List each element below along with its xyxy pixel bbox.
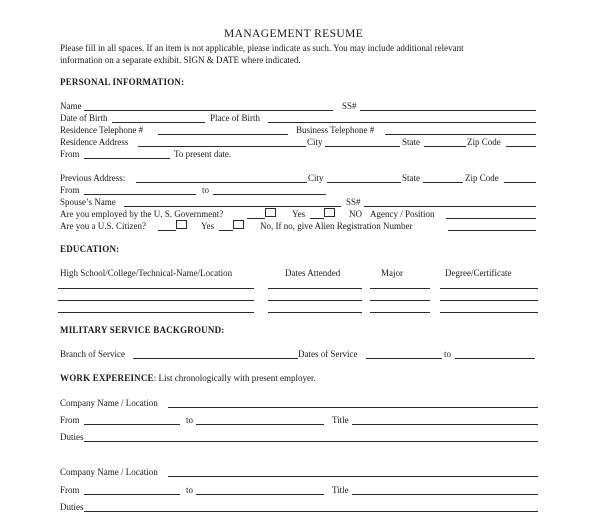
pob-field[interactable] [268, 122, 536, 123]
citizen-question: Are you a U.S. Citizen? [60, 221, 146, 231]
job1-company-field[interactable] [168, 407, 538, 408]
job2-company-label: Company Name / Location [60, 467, 158, 477]
intro-line-1: Please fill in all spaces. If an item is not applicable, please indicate as such. You may include additional relevant [60, 43, 464, 53]
job2-to-label: to [186, 485, 194, 495]
res-address-label: Residence Address [60, 137, 129, 147]
edu-row-3-school[interactable] [58, 312, 254, 313]
res-state-label: State [402, 137, 420, 147]
job1-to-field[interactable] [196, 424, 324, 425]
res-zip-field[interactable] [506, 146, 536, 147]
prev-state-field[interactable] [423, 182, 463, 183]
citizen-yes-checkbox[interactable] [176, 220, 187, 229]
to-present-label: To present date. [174, 149, 232, 159]
job2-company-field[interactable] [168, 476, 538, 477]
job1-from-label: From [60, 415, 80, 425]
prev-from-field[interactable] [84, 194, 196, 195]
gov-yes-label: Yes [292, 209, 306, 219]
citizen-yes-line [158, 230, 176, 231]
name-label: Name [60, 101, 82, 111]
service-to-label: to [444, 349, 452, 359]
job1-company-label: Company Name / Location [60, 398, 158, 408]
dob-label: Date of Birth [60, 113, 108, 123]
edu-row-2-dates[interactable] [268, 300, 362, 301]
edu-row-3-dates[interactable] [268, 312, 362, 313]
job1-duties-field[interactable] [84, 441, 538, 442]
prev-zip-label: Zip Code [465, 173, 499, 183]
ss-label: SS# [342, 101, 357, 111]
gov-no-line [310, 218, 324, 219]
service-dates-to-field[interactable] [455, 358, 535, 359]
job2-from-label: From [60, 485, 80, 495]
res-phone-field[interactable] [158, 134, 288, 135]
citizen-no-line [219, 230, 233, 231]
job2-from-field[interactable] [84, 494, 180, 495]
job2-title-field[interactable] [352, 494, 538, 495]
military-heading: MILITARY SERVICE BACKGROUND: [60, 325, 225, 335]
edu-row-1-school[interactable] [58, 288, 254, 289]
spouse-label: Spouse’s Name [60, 197, 116, 207]
edu-row-1-dates[interactable] [268, 288, 362, 289]
work-heading: WORK EXPEREINCE [60, 373, 154, 383]
res-from-label: From [60, 149, 80, 159]
res-from-field[interactable] [84, 158, 170, 159]
spouse-field[interactable] [124, 206, 341, 207]
edu-col-dates: Dates Attended [285, 268, 341, 278]
job1-from-field[interactable] [84, 424, 180, 425]
work-note: : List chronologically with present employer. [153, 373, 316, 383]
agency-label: Agency / Position [370, 209, 435, 219]
edu-row-3-major[interactable] [370, 312, 430, 313]
prev-from-label: From [60, 185, 80, 195]
job2-title-label: Title [332, 485, 349, 495]
service-dates-from-field[interactable] [366, 358, 442, 359]
edu-row-2-degree[interactable] [440, 300, 538, 301]
edu-col-degree: Degree/Certificate [445, 268, 512, 278]
job1-to-label: to [186, 415, 194, 425]
prev-address-field[interactable] [136, 182, 307, 183]
branch-field[interactable] [133, 358, 298, 359]
prev-zip-field[interactable] [504, 182, 536, 183]
citizen-yes-label: Yes [201, 221, 215, 231]
intro-line-2: information on a separate exhibit. SIGN & DATE where indicated. [60, 55, 301, 65]
res-address-field[interactable] [138, 146, 306, 147]
job2-duties-field[interactable] [84, 511, 538, 512]
edu-col-school: High School/College/Technical-Name/Location [60, 268, 233, 278]
res-phone-label: Residence Telephone # [60, 125, 144, 135]
prev-address-label: Previous Address: [60, 173, 126, 183]
edu-row-2-school[interactable] [58, 300, 254, 301]
res-city-field[interactable] [325, 146, 400, 147]
prev-to-field[interactable] [213, 194, 326, 195]
job2-to-field[interactable] [196, 494, 324, 495]
res-zip-label: Zip Code [467, 137, 501, 147]
prev-city-label: City [308, 173, 324, 183]
ss-field[interactable] [360, 110, 536, 111]
spouse-ss-label: SS# [346, 197, 361, 207]
edu-row-1-degree[interactable] [440, 288, 538, 289]
work-heading-line [60, 373, 316, 384]
form-title: MANAGEMENT RESUME [224, 28, 364, 40]
branch-label: Branch of Service [60, 349, 125, 359]
pob-label: Place of Birth [210, 113, 260, 123]
education-heading: EDUCATION: [60, 244, 120, 254]
citizen-no-checkbox[interactable] [233, 220, 244, 229]
alien-reg-field[interactable] [448, 230, 536, 231]
gov-yes-checkbox[interactable] [265, 208, 276, 217]
edu-row-1-major[interactable] [370, 288, 430, 289]
res-city-label: City [307, 137, 323, 147]
edu-row-3-degree[interactable] [440, 312, 538, 313]
alien-reg-label: No, If no, give Alien Registration Number [260, 221, 413, 231]
job1-title-field[interactable] [352, 424, 538, 425]
personal-info-heading: PERSONAL INFORMATION: [60, 77, 185, 87]
prev-state-label: State [402, 173, 420, 183]
dob-field[interactable] [112, 122, 205, 123]
gov-employed-question: Are you employed by the U. S. Government? [60, 209, 224, 219]
job1-duties-label: Duties [60, 432, 84, 442]
bus-phone-field[interactable] [385, 134, 536, 135]
job2-duties-label: Duties [60, 502, 84, 512]
edu-row-2-major[interactable] [370, 300, 430, 301]
spouse-ss-field[interactable] [364, 206, 536, 207]
gov-yes-line [247, 218, 265, 219]
edu-col-major: Major [381, 268, 403, 278]
service-dates-label: Dates of Service [298, 349, 358, 359]
res-state-field[interactable] [424, 146, 466, 147]
agency-field[interactable] [446, 218, 536, 219]
name-field[interactable] [84, 110, 333, 111]
gov-no-label: NO [349, 209, 362, 219]
job1-title-label: Title [332, 415, 349, 425]
gov-no-checkbox[interactable] [324, 208, 335, 217]
prev-to-label: to [202, 185, 210, 195]
bus-phone-label: Business Telephone # [296, 125, 375, 135]
prev-city-field[interactable] [327, 182, 401, 183]
